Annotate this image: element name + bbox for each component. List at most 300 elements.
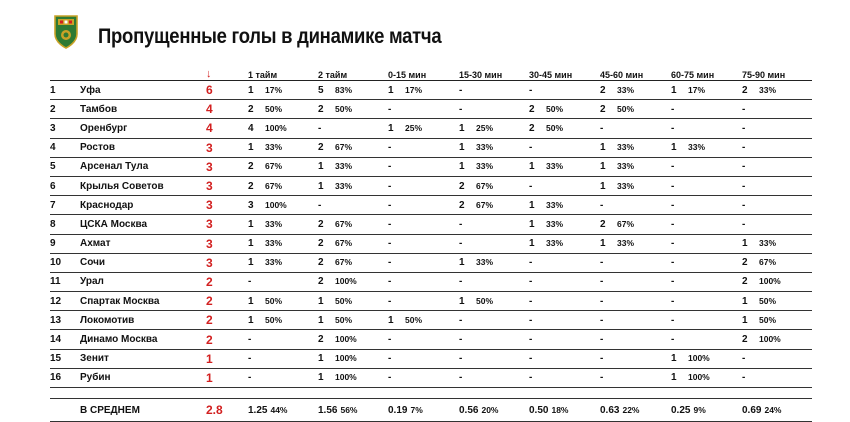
period-cell <box>459 349 529 368</box>
table-row <box>50 292 812 311</box>
goal-count: - <box>742 103 746 115</box>
period-header: 75-90 мин <box>742 70 786 80</box>
period-cell <box>248 138 318 157</box>
period-cell <box>671 138 742 157</box>
period-cell <box>388 157 459 176</box>
period-cell <box>318 215 388 234</box>
spacer-row <box>50 388 812 399</box>
team-name: Оренбург <box>80 122 128 134</box>
total-goals: 1 <box>206 351 213 366</box>
period-cell <box>671 292 742 311</box>
goal-count: 3 <box>248 199 254 211</box>
period-cell <box>248 399 318 422</box>
period-cell <box>318 292 388 311</box>
goal-percent: 50% <box>405 314 423 325</box>
goal-count: 1 <box>742 295 748 307</box>
goal-count: - <box>388 276 392 288</box>
period-cell <box>459 253 529 272</box>
period-cell <box>742 292 812 311</box>
rank-cell: 7 <box>50 199 56 211</box>
rank-cell: 13 <box>50 314 62 326</box>
goal-percent: 50% <box>265 103 283 114</box>
goal-count: - <box>459 314 463 326</box>
period-cell <box>529 176 600 195</box>
period-cell <box>600 399 671 422</box>
goal-count: 1 <box>388 314 394 326</box>
goal-count: 1 <box>248 238 254 250</box>
table-row <box>50 81 812 100</box>
goal-count: - <box>388 142 392 154</box>
period-cell <box>742 119 812 138</box>
total-goals: 4 <box>206 102 213 117</box>
goal-count: - <box>600 295 604 307</box>
goal-count: - <box>459 103 463 115</box>
goal-count: 2 <box>742 334 748 346</box>
goal-count: 2 <box>459 199 465 211</box>
period-cell <box>600 215 671 234</box>
period-cell <box>459 292 529 311</box>
period-cell <box>318 253 388 272</box>
rank-cell: 4 <box>50 142 56 154</box>
team-name: Рубин <box>80 372 111 384</box>
period-cell <box>459 176 529 195</box>
period-cell <box>459 272 529 291</box>
period-cell <box>248 157 318 176</box>
period-cell <box>671 399 742 422</box>
goals-conceded-table <box>50 66 812 422</box>
goal-percent: 100% <box>335 334 357 345</box>
goal-percent: 33% <box>476 161 494 172</box>
table-row <box>50 272 812 291</box>
rank-cell: 10 <box>50 257 62 269</box>
period-cell <box>529 399 600 422</box>
goal-count: 1 <box>248 84 254 96</box>
goal-count: - <box>671 218 675 230</box>
goal-percent: 33% <box>476 142 494 153</box>
table-row <box>50 349 812 368</box>
period-cell <box>742 349 812 368</box>
period-cell <box>248 311 318 330</box>
goal-count: - <box>671 122 675 134</box>
goal-count: 1 <box>600 180 606 192</box>
period-cell <box>388 234 459 253</box>
goal-percent: 44% <box>270 404 288 415</box>
period-header: 1 тайм <box>248 70 278 80</box>
period-cell <box>388 272 459 291</box>
period-cell <box>742 311 812 330</box>
rank-header <box>50 66 80 81</box>
goal-count: 1 <box>671 372 677 384</box>
goal-count: 1 <box>318 180 324 192</box>
goal-percent: 100% <box>759 276 781 287</box>
table-row <box>50 176 812 195</box>
period-cell <box>671 81 742 100</box>
goal-percent: 100% <box>335 372 357 383</box>
period-cell <box>388 368 459 387</box>
total-goals: 2 <box>206 274 213 289</box>
rank-cell: 9 <box>50 238 56 250</box>
total-goals: 4 <box>206 121 213 136</box>
period-cell <box>742 100 812 119</box>
goal-percent: 33% <box>546 218 564 229</box>
goal-count: - <box>318 122 322 134</box>
period-header: 60-75 мин <box>671 70 715 80</box>
period-cell <box>742 138 812 157</box>
total-goals: 1 <box>206 370 213 385</box>
goal-count: - <box>671 161 675 173</box>
period-cell <box>248 368 318 387</box>
goal-count: 2 <box>318 142 324 154</box>
goal-count: - <box>388 218 392 230</box>
period-cell <box>388 138 459 157</box>
goal-percent: 20% <box>481 404 499 415</box>
goal-count: 1 <box>459 122 465 134</box>
period-cell <box>318 176 388 195</box>
goal-count: 1 <box>671 353 677 365</box>
period-cell <box>600 157 671 176</box>
goal-percent: 7% <box>410 404 423 415</box>
table-row <box>50 157 812 176</box>
goal-count: 4 <box>248 122 254 134</box>
period-cell <box>459 330 529 349</box>
period-cell <box>318 196 388 215</box>
period-cell <box>388 119 459 138</box>
period-cell <box>742 176 812 195</box>
goal-percent: 33% <box>265 257 283 268</box>
period-cell <box>529 330 600 349</box>
goal-count: - <box>671 180 675 192</box>
goal-count: 2 <box>742 257 748 269</box>
goal-percent: 33% <box>546 199 564 210</box>
goal-count: 2 <box>318 257 324 269</box>
team-name: Спартак Москва <box>80 295 160 307</box>
period-cell <box>248 292 318 311</box>
goal-count: - <box>600 314 604 326</box>
goal-count: - <box>459 353 463 365</box>
goal-percent: 33% <box>546 161 564 172</box>
goal-count: 2 <box>459 180 465 192</box>
period-cell <box>529 272 600 291</box>
period-cell <box>529 157 600 176</box>
rank-cell: 12 <box>50 295 62 307</box>
period-cell <box>318 81 388 100</box>
table-row <box>50 138 812 157</box>
goal-count: 2 <box>318 238 324 250</box>
period-cell <box>459 368 529 387</box>
goal-count: 0.69 <box>742 404 762 416</box>
goal-percent: 67% <box>265 180 283 191</box>
period-cell <box>742 272 812 291</box>
goal-percent: 9% <box>693 404 706 415</box>
goal-count: 2 <box>248 103 254 115</box>
goal-percent: 67% <box>759 257 777 268</box>
goal-count: - <box>671 314 675 326</box>
goal-percent: 100% <box>688 372 710 383</box>
goal-count: - <box>388 295 392 307</box>
goal-count: 1 <box>529 218 535 230</box>
goal-count: - <box>742 372 746 384</box>
period-cell <box>742 234 812 253</box>
period-cell <box>742 253 812 272</box>
goal-count: 1 <box>459 161 465 173</box>
goal-count: - <box>671 295 675 307</box>
goal-count: 2 <box>600 218 606 230</box>
goal-percent: 17% <box>265 84 283 95</box>
goal-percent: 83% <box>335 84 353 95</box>
goal-count: - <box>248 372 252 384</box>
goal-percent: 33% <box>265 218 283 229</box>
table-row <box>50 253 812 272</box>
period-cell <box>529 196 600 215</box>
period-cell <box>248 119 318 138</box>
fc-ufa-crest-icon <box>53 14 79 50</box>
period-cell <box>248 253 318 272</box>
team-name: Ахмат <box>80 238 111 250</box>
period-cell <box>671 349 742 368</box>
goal-percent: 33% <box>617 238 635 249</box>
goal-count: 1 <box>600 161 606 173</box>
period-cell <box>600 196 671 215</box>
goal-count: - <box>459 218 463 230</box>
rank-cell: 5 <box>50 161 56 173</box>
goal-percent: 50% <box>476 295 494 306</box>
average-total: 2.8 <box>206 403 223 417</box>
period-cell <box>248 272 318 291</box>
period-cell <box>248 330 318 349</box>
total-goals: 3 <box>206 217 213 232</box>
total-header-arrow-icon: ↓ <box>206 68 212 80</box>
goal-count: - <box>529 84 533 96</box>
goal-count: 1 <box>671 84 677 96</box>
goal-count: - <box>600 257 604 269</box>
goal-count: - <box>318 199 322 211</box>
period-cell <box>459 215 529 234</box>
table-row <box>50 119 812 138</box>
period-cell <box>388 81 459 100</box>
goal-percent: 67% <box>617 218 635 229</box>
goal-count: 0.50 <box>529 404 549 416</box>
goal-count: - <box>388 353 392 365</box>
period-cell <box>742 399 812 422</box>
period-cell <box>671 368 742 387</box>
goal-percent: 100% <box>688 353 710 364</box>
period-cell <box>318 272 388 291</box>
goal-count: 1 <box>318 353 324 365</box>
period-cell <box>671 157 742 176</box>
goal-count: - <box>529 295 533 307</box>
goal-count: 5 <box>318 84 324 96</box>
goal-percent: 50% <box>335 295 353 306</box>
period-cell <box>671 234 742 253</box>
period-cell <box>318 349 388 368</box>
goal-count: - <box>742 161 746 173</box>
period-cell <box>248 234 318 253</box>
goal-count: - <box>248 353 252 365</box>
rank-cell: 16 <box>50 372 62 384</box>
goal-count: - <box>459 334 463 346</box>
goal-percent: 22% <box>622 404 640 415</box>
period-cell <box>742 368 812 387</box>
period-cell <box>529 81 600 100</box>
goal-percent: 33% <box>617 161 635 172</box>
period-cell <box>671 330 742 349</box>
period-cell <box>388 196 459 215</box>
team-name: Крылья Советов <box>80 180 164 192</box>
period-cell <box>529 215 600 234</box>
goal-count: - <box>671 257 675 269</box>
period-cell <box>318 368 388 387</box>
table-row <box>50 311 812 330</box>
period-cell <box>388 349 459 368</box>
goal-count: - <box>671 199 675 211</box>
goal-count: - <box>459 238 463 250</box>
period-cell <box>388 100 459 119</box>
goal-count: 1 <box>529 161 535 173</box>
goal-count: 1 <box>529 238 535 250</box>
goal-percent: 100% <box>335 276 357 287</box>
goal-count: - <box>248 334 252 346</box>
team-name: Тамбов <box>80 103 118 115</box>
period-cell <box>742 215 812 234</box>
goal-percent: 33% <box>759 84 777 95</box>
period-cell <box>600 272 671 291</box>
goal-count: - <box>388 103 392 115</box>
total-goals: 6 <box>206 83 213 98</box>
goal-count: 2 <box>318 276 324 288</box>
goal-count: 1 <box>459 257 465 269</box>
goal-count: 1 <box>318 161 324 173</box>
goal-count: 1 <box>742 238 748 250</box>
goal-count: 2 <box>318 334 324 346</box>
goal-percent: 50% <box>759 314 777 325</box>
goal-percent: 33% <box>617 180 635 191</box>
team-name: Ростов <box>80 142 115 154</box>
goal-percent: 50% <box>546 122 564 133</box>
period-cell <box>742 196 812 215</box>
period-cell <box>529 138 600 157</box>
period-cell <box>388 311 459 330</box>
period-cell <box>671 272 742 291</box>
goal-count: 1.56 <box>318 404 338 416</box>
period-cell <box>459 157 529 176</box>
rank-cell: 14 <box>50 334 62 346</box>
goal-percent: 33% <box>265 142 283 153</box>
goal-percent: 67% <box>335 218 353 229</box>
goal-count: 2 <box>600 103 606 115</box>
period-header: 0-15 мин <box>388 70 427 80</box>
team-name: Краснодар <box>80 199 134 211</box>
goal-count: - <box>388 334 392 346</box>
period-cell <box>388 215 459 234</box>
goal-count: 1 <box>248 218 254 230</box>
table-row <box>50 100 812 119</box>
period-cell <box>600 100 671 119</box>
goal-percent: 67% <box>335 142 353 153</box>
period-cell <box>248 176 318 195</box>
goal-count: - <box>600 334 604 346</box>
goal-percent: 50% <box>759 295 777 306</box>
period-cell <box>318 119 388 138</box>
goal-count: - <box>529 257 533 269</box>
total-goals: 2 <box>206 313 213 328</box>
rank-cell: 11 <box>50 276 61 288</box>
goal-count: 1 <box>388 122 394 134</box>
period-cell <box>742 157 812 176</box>
goal-count: - <box>742 353 746 365</box>
period-header: 15-30 мин <box>459 70 503 80</box>
goal-count: - <box>600 353 604 365</box>
goal-percent: 67% <box>265 161 283 172</box>
goal-count: - <box>742 142 746 154</box>
total-goals: 3 <box>206 255 213 270</box>
period-header: 45-60 мин <box>600 70 644 80</box>
goal-percent: 33% <box>265 238 283 249</box>
period-cell <box>671 100 742 119</box>
period-cell <box>742 81 812 100</box>
goal-count: 0.25 <box>671 404 691 416</box>
table-row <box>50 330 812 349</box>
goal-count: 2 <box>318 218 324 230</box>
goal-count: 0.56 <box>459 404 479 416</box>
period-cell <box>600 253 671 272</box>
goal-count: - <box>529 276 533 288</box>
team-name: Локомотив <box>80 314 135 326</box>
goal-count: 1 <box>248 257 254 269</box>
period-cell <box>600 368 671 387</box>
period-cell <box>248 81 318 100</box>
period-cell <box>318 399 388 422</box>
goal-percent: 50% <box>335 314 353 325</box>
period-cell <box>318 234 388 253</box>
period-cell <box>248 349 318 368</box>
period-cell <box>388 176 459 195</box>
goal-percent: 50% <box>265 314 283 325</box>
goal-percent: 33% <box>335 180 353 191</box>
period-cell <box>600 311 671 330</box>
period-cell <box>529 349 600 368</box>
period-cell <box>600 292 671 311</box>
goal-count: 2 <box>248 180 254 192</box>
goal-count: 1 <box>248 295 254 307</box>
goal-percent: 50% <box>335 103 353 114</box>
goal-count: - <box>529 314 533 326</box>
goal-percent: 33% <box>617 142 635 153</box>
table-row <box>50 215 812 234</box>
average-row <box>50 399 812 422</box>
team-name: Динамо Москва <box>80 334 158 346</box>
period-cell <box>671 215 742 234</box>
goal-percent: 67% <box>476 199 494 210</box>
total-goals: 3 <box>206 140 213 155</box>
period-cell <box>600 81 671 100</box>
period-cell <box>318 100 388 119</box>
period-cell <box>318 311 388 330</box>
goal-count: - <box>742 122 746 134</box>
period-cell <box>671 196 742 215</box>
goal-count: 0.19 <box>388 404 408 416</box>
rank-cell <box>50 399 80 422</box>
header-row <box>50 66 812 81</box>
goal-count: 1 <box>600 142 606 154</box>
goal-count: 1 <box>529 199 535 211</box>
period-cell <box>459 234 529 253</box>
goal-percent: 100% <box>265 199 287 210</box>
goal-percent: 100% <box>759 334 781 345</box>
goal-count: 1 <box>459 295 465 307</box>
goal-percent: 17% <box>688 84 706 95</box>
table-row <box>50 196 812 215</box>
goal-count: - <box>529 372 533 384</box>
